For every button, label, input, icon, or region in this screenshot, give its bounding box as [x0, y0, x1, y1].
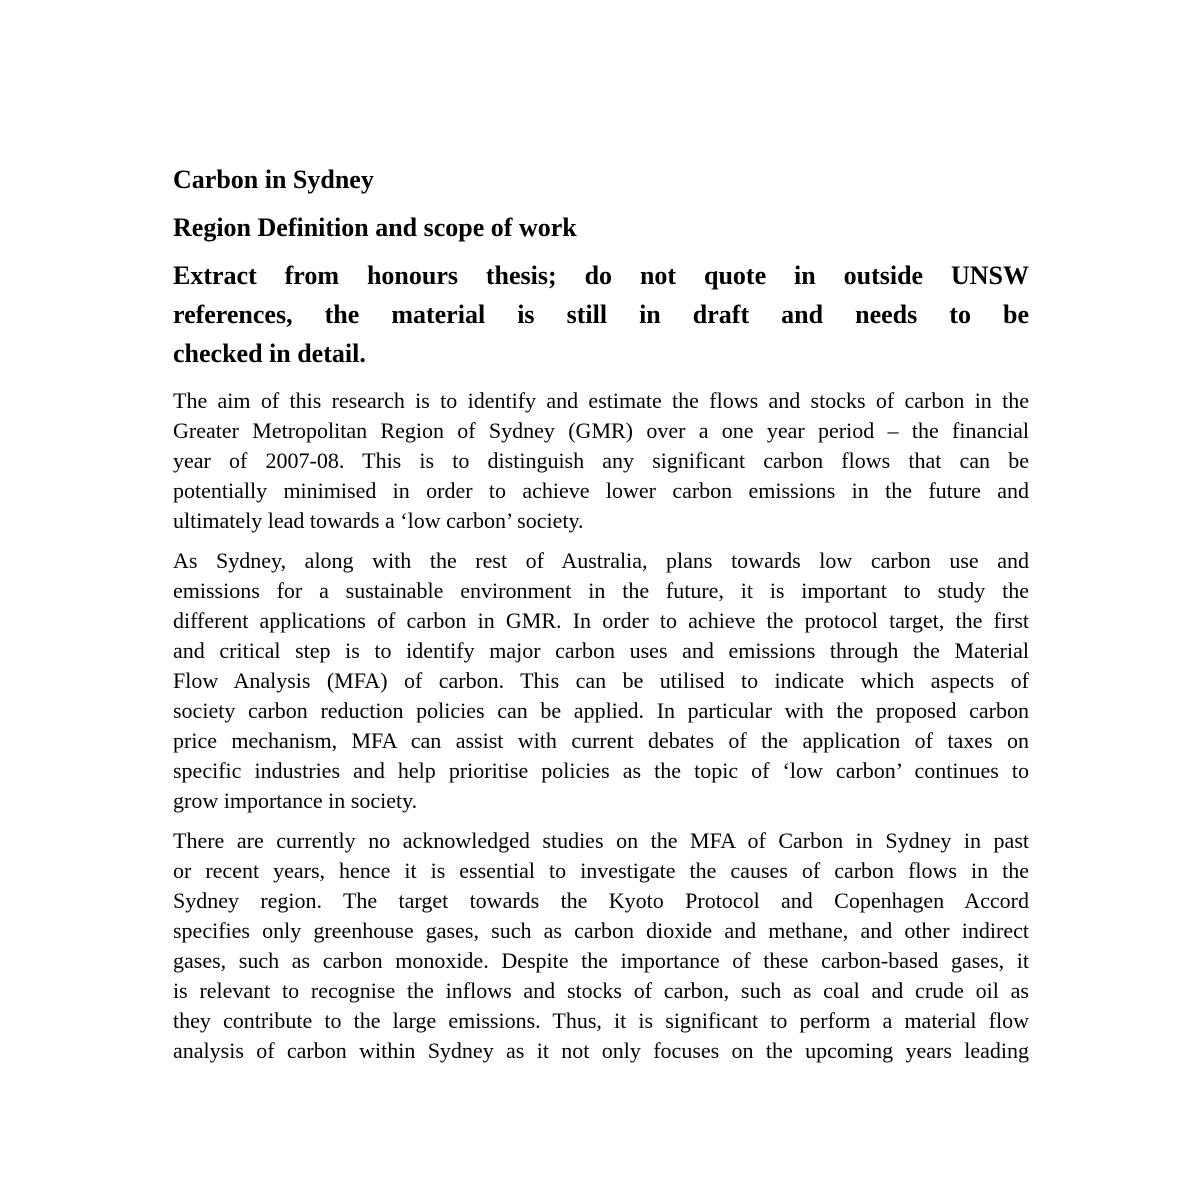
text-line: Extract from honours thesis; do not quote in outside UNSW — [173, 261, 1029, 290]
text-line: different applications of carbon in GMR. In order to achieve the protocol target, the first — [173, 608, 1029, 633]
text-line: Greater Metropolitan Region of Sydney (GMR) over a one year period – the financial — [173, 418, 1029, 443]
text-line: gases, such as carbon monoxide. Despite the importance of these carbon-based gases, it — [173, 948, 1029, 973]
text-line: checked in detail. — [173, 339, 366, 368]
text-line: is relevant to recognise the inflows and stocks of carbon, such as coal and crude oil as — [173, 978, 1029, 1003]
text-line: specific industries and help prioritise policies as the topic of ‘low carbon’ continues to — [173, 758, 1029, 783]
text-line: year of 2007-08. This is to distinguish any significant carbon flows that can be — [173, 448, 1029, 473]
text-line: society carbon reduction policies can be applied. In particular with the proposed carbon — [173, 698, 1029, 723]
text-line: grow importance in society. — [173, 788, 418, 813]
text-line: or recent years, hence it is essential to investigate the causes of carbon flows in the — [173, 858, 1029, 883]
body-paragraph — [173, 546, 1029, 816]
text-line: specifies only greenhouse gases, such as carbon dioxide and methane, and other indirect — [173, 918, 1029, 943]
text-line: and critical step is to identify major carbon uses and emissions through the Material — [173, 638, 1029, 663]
text-line: The aim of this research is to identify and estimate the flows and stocks of carbon in the — [173, 388, 1029, 413]
text-line: emissions for a sustainable environment in the future, it is important to study the — [173, 578, 1029, 603]
text-line: There are currently no acknowledged studies on the MFA of Carbon in Sydney in past — [173, 828, 1029, 853]
body-paragraph — [173, 386, 1029, 536]
text-line: potentially minimised in order to achieve lower carbon emissions in the future and — [173, 478, 1029, 503]
doc-body-paragraphs — [173, 386, 1029, 1066]
text-line: they contribute to the large emissions. Thus, it is significant to perform a material flow — [173, 1008, 1029, 1033]
text-line: price mechanism, MFA can assist with current debates of the application of taxes on — [173, 728, 1029, 753]
doc-title: Carbon in Sydney — [173, 165, 374, 194]
text-line: As Sydney, along with the rest of Australia, plans towards low carbon use and — [173, 548, 1029, 573]
text-line: references, the material is still in draft and needs to be — [173, 300, 1029, 329]
doc-draft-notice — [173, 256, 1029, 373]
text-line: Flow Analysis (MFA) of carbon. This can be utilised to indicate which aspects of — [173, 668, 1029, 693]
text-line: Sydney region. The target towards the Kyoto Protocol and Copenhagen Accord — [173, 888, 1029, 913]
doc-section-heading: Region Definition and scope of work — [173, 213, 577, 242]
body-paragraph — [173, 826, 1029, 1066]
text-line: ultimately lead towards a ‘low carbon’ society. — [173, 508, 584, 533]
text-line: analysis of carbon within Sydney as it not only focuses on the upcoming years leading — [173, 1038, 1029, 1063]
document-content — [173, 160, 1029, 1076]
